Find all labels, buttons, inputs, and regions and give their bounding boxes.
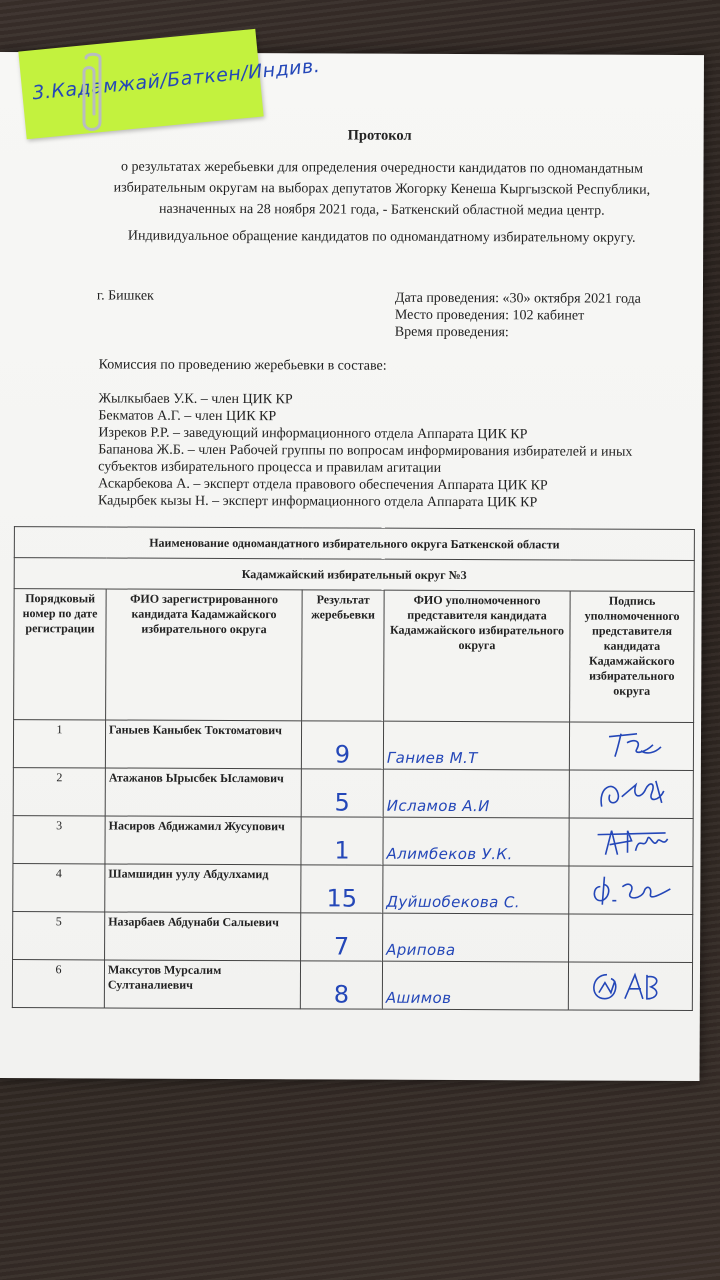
row-order: 1 (13, 720, 105, 768)
protocol-document (0, 52, 704, 1081)
commission-members (98, 390, 659, 511)
row-representative: Дуйшобекова С. (383, 865, 569, 914)
row-result: 5 (301, 769, 383, 817)
row-representative: Исламов А.И (383, 769, 569, 818)
signature-5 (569, 914, 693, 963)
row-representative: Арипова (383, 913, 569, 962)
row-candidate: Насиров Абдижамил Жусупович (105, 816, 301, 865)
row-representative: Ганиев М.Т (383, 721, 569, 770)
commission-member: Аскарбекова А. – эксперт отдела правового обеспечения Аппарата ЦИК КР (98, 476, 548, 494)
city: г. Бишкек (96, 288, 154, 304)
document-appeal: Индивидуальное обращение кандидатов по одномандатному избирательному округу. (127, 228, 636, 246)
document-title: Протокол (347, 127, 412, 144)
signature-3 (569, 818, 693, 867)
commission-member: Кадырбек кызы Н. – эксперт информационного отдела Аппарата ЦИК КР (98, 493, 538, 511)
row-order: 6 (12, 960, 104, 1008)
row-order: 4 (13, 864, 105, 912)
date-line: Дата проведения: «30» октября 2021 года (394, 290, 641, 307)
row-candidate: Шамшидин уулу Абдулхамид (105, 864, 301, 913)
table-row (13, 864, 693, 915)
row-candidate: Назарбаев Абдунаби Салыевич (105, 912, 301, 961)
row-order: 5 (13, 912, 105, 960)
col-representative: ФИО уполномоченного представителя кандидата Кадамжайского избирательного округа (384, 590, 571, 722)
row-candidate: Атажанов Ырысбек Ысламович (105, 768, 301, 817)
row-result: 1 (301, 817, 383, 865)
table-row (13, 720, 693, 771)
time-line: Время проведения: (394, 324, 509, 341)
row-candidate: Ганыев Каныбек Токтоматович (105, 720, 301, 769)
row-result: 8 (300, 961, 382, 1009)
draw-results-table (12, 526, 695, 1011)
commission-member: Бапанова Ж.Б. – член Рабочей группы по вопросам информирования избирателей и иных субъектов избирательного процесса и правилам агитации (98, 442, 633, 476)
document-sheet (0, 52, 704, 1081)
row-representative: Ашимов (382, 961, 568, 1010)
row-result: 15 (301, 865, 383, 913)
col-candidate: ФИО зарегистрированного кандидата Кадамжайского избирательного округа (106, 589, 303, 721)
table-row (13, 768, 693, 819)
col-result: Результат жеребьевки (302, 590, 385, 721)
row-order: 2 (13, 768, 105, 816)
signature-2 (569, 770, 693, 819)
row-result: 9 (301, 721, 383, 769)
sticky-note-text: 3.Кадамжай/Баткен/Индив. (31, 54, 322, 105)
commission-member: Бекматов А.Г. – член ЦИК КР (98, 408, 277, 425)
table-row (12, 960, 692, 1011)
district-header: Кадамжайский избирательный округ №3 (14, 558, 694, 592)
commission-member: Изреков Р.Р. – заведующий информационного отдела Аппарата ЦИК КР (98, 425, 528, 443)
document-intro: о результатах жеребьевки для определения очередности кандидатов по одномандатным избирательным округам на выборах депутатов Жогорку Кенеша Кыргызской Республики, назначенных на 28 ноября 2021 года, - Баткенский областной медиа центр. (113, 159, 651, 219)
row-representative: Алимбеков У.К. (383, 817, 569, 866)
row-result: 7 (301, 913, 383, 961)
place-line: Место проведения: 102 кабинет (394, 307, 585, 324)
col-order: Порядковый номер по дате регистрации (14, 589, 107, 720)
table-row (13, 912, 693, 963)
commission-member: Жылкыбаев У.К. – член ЦИК КР (98, 391, 293, 408)
event-meta (395, 290, 641, 342)
table-row (13, 816, 693, 867)
col-signature: Подпись уполномоченного представителя кандидата Кадамжайского избирательного округа (570, 591, 695, 723)
region-header: Наименование одномандатного избирательного округа Баткенской области (14, 527, 694, 561)
signature-6 (568, 962, 692, 1011)
commission-heading: Комиссия по проведению жеребьевки в составе: (98, 357, 387, 374)
row-order: 3 (13, 816, 105, 864)
row-candidate: Максутов Мурсалим Султаналиевич (104, 960, 300, 1009)
paperclip-icon (78, 52, 108, 134)
signature-1 (569, 722, 693, 771)
signature-4 (569, 866, 693, 915)
